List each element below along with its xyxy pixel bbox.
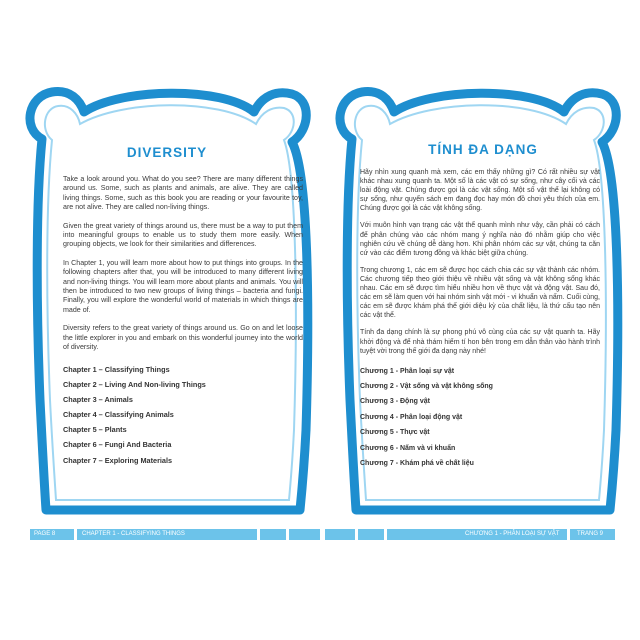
- list-item: Chapter 6 – Fungi And Bacteria: [63, 440, 172, 450]
- footer-segment: [358, 529, 384, 540]
- list-item: Chapter 1 – Classifying Things: [63, 364, 170, 374]
- list-item: Chương 4 - Phân loại động vật: [360, 413, 463, 421]
- right-paragraph-1: Hãy nhìn xung quanh mà xem, các em thấy những gì? Có rất nhiều sự vật khác nhau xung quanh ta. Một số là các vật có sự sống, như cây cối và các loài động vật. Chúng được gọi là các vật sống. Một số vật thể lại không có sự sống, như quyển sách em đang đọc hay món đồ chơi yêu thích của em. Chúng được gọi là các vật không sống.: [360, 169, 600, 213]
- right-paragraph-2: Với muôn hình vạn trạng các vật thể quanh mình như vậy, cần phải có cách để phân chúng vào các nhóm mang ý nghĩa nào đó nhằm giúp cho việc nghiên cứu về chúng dễ dàng hơn. Khi phân nhóm các sự vật, chúng ta căn cứ vào các điểm tương đồng và khác biệt giữa chúng.: [360, 222, 600, 257]
- footer-segment: [260, 529, 286, 540]
- right-page-title: TÍNH ĐA DẠNG: [428, 142, 538, 157]
- right-footer-bar: [325, 529, 615, 540]
- right-page-number: TRANG 9: [577, 531, 604, 537]
- list-item: Chương 5 - Thực vật: [360, 429, 430, 437]
- left-chapter-list: [63, 362, 303, 468]
- left-page-body: [63, 175, 303, 468]
- list-item: Chapter 5 – Plants: [63, 425, 127, 435]
- list-item: Chương 2 - Vật sống và vật không sống: [360, 383, 493, 391]
- right-chapter-list: [360, 364, 600, 472]
- list-item: Chương 3 - Động vật: [360, 398, 430, 406]
- list-item: Chương 6 - Nấm và vi khuẩn: [360, 444, 456, 452]
- list-item: Chương 7 - Khám phá về chất liệu: [360, 460, 474, 468]
- right-page-body: [360, 168, 600, 471]
- left-footer-bar: [30, 529, 320, 540]
- footer-segment: [325, 529, 355, 540]
- footer-segment: [289, 529, 320, 540]
- left-page-number: PAGE 8: [34, 531, 56, 537]
- list-item: Chapter 7 – Exploring Materials: [63, 455, 173, 465]
- right-paragraph-3: Trong chương 1, các em sẽ được học cách chia các sự vật thành các nhóm. Các chương tiếp theo giới thiệu về nhiều vật sống và vật không sống khác nhau. Các em sẽ được tìm hiểu nhiều hơn về thực vật và động vật. Sau đó, các em sẽ làm quen với hai nhóm sinh vật mới - vi khuẩn và nấm. Cuối cùng, các em sẽ được khám phá thế giới diệu kỳ của chất liệu, là thứ cấu tạo nên các vật thể.: [360, 266, 600, 320]
- list-item: Chương 1 - Phân loại sự vật: [360, 367, 455, 375]
- left-chapter-label: CHAPTER 1 - CLASSIFYING THINGS: [82, 531, 185, 537]
- list-item: Chapter 2 – Living And Non-living Things: [63, 379, 206, 389]
- left-paragraph-1: Take a look around you. What do you see? There are many different things around us. Some, such as plants and animals, are alive. They are called living things. Some, such as this book you are reading or your favourite toy, are not alive. They are called non-living things.: [63, 175, 303, 212]
- left-paragraph-2: Given the great variety of things around us, there must be a way to put them into meaningful groups to enable us to study them more easily. When grouping objects, we look for their similarities and differences.: [63, 221, 303, 249]
- left-paragraph-4: Diversity refers to the great variety of things around us. Go on and let loose the little explorer in you and embark on this wonderful journey into the world of diversity.: [63, 324, 303, 352]
- left-page-title: DIVERSITY: [126, 145, 208, 160]
- list-item: Chapter 4 – Classifying Animals: [63, 410, 174, 420]
- left-paragraph-3: In Chapter 1, you will learn more about how to put things into groups. In the following chapters after that, you will be introduced to many different living and non-living things. You will learn more about plants and animals. You will then be introduced to two new groups of living things – bacteria and fungi. Finally, you will explore the wonderful world of materials in which things are made of.: [63, 258, 303, 314]
- right-chapter-label: CHƯƠNG 1 - PHÂN LOẠI SỰ VẬT: [465, 531, 560, 537]
- list-item: Chapter 3 – Animals: [63, 394, 133, 404]
- right-paragraph-4: Tính đa dạng chính là sự phong phú vô cùng của các sự vật quanh ta. Hãy khởi động và để nhà thám hiểm tí hon bên trong em dẫn thân vào hành trình tuyệt vời trong thế giới đa dạng này nhé!: [360, 329, 600, 355]
